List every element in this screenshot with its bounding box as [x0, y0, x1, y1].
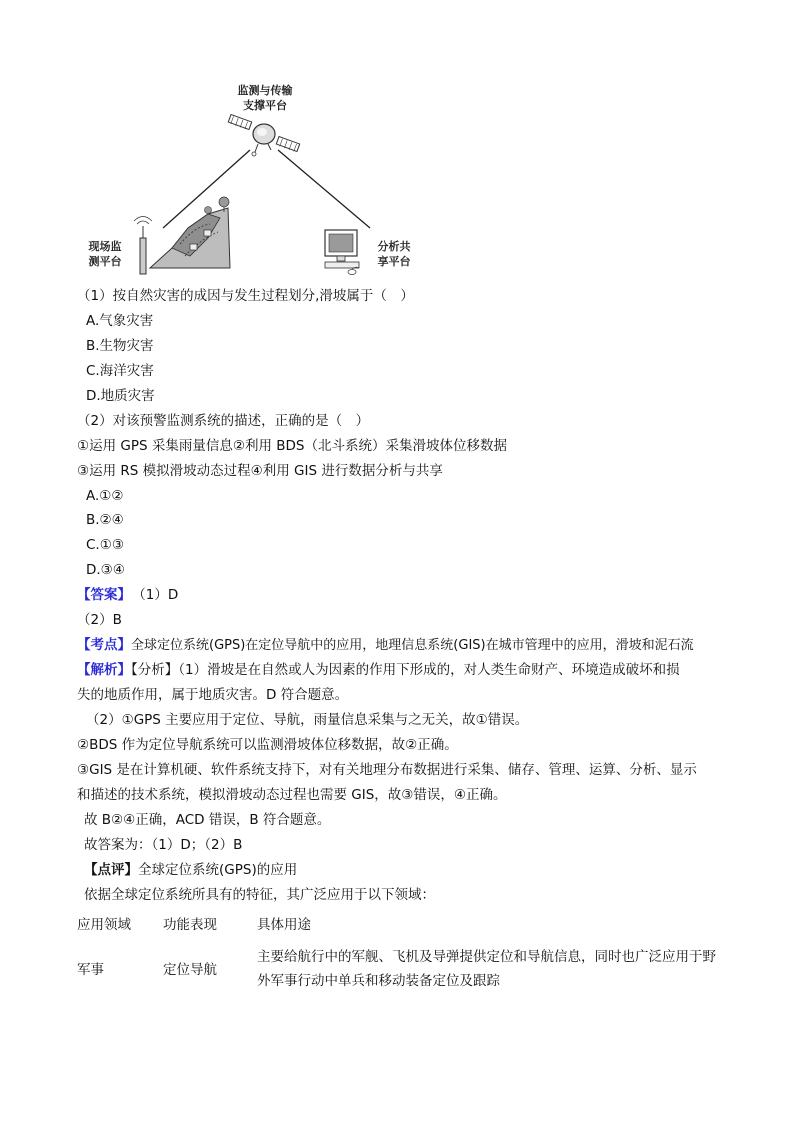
- table-cell-field: 军事: [77, 962, 104, 978]
- answer-text-1: （1）D: [139, 587, 179, 603]
- label-line: 测平台: [88, 255, 122, 268]
- jiexi-line-3: （2）①GPS 主要应用于定位、导航，雨量信息采集与之无关，故①错误。: [86, 712, 529, 728]
- table-header-row: [77, 913, 727, 941]
- dianping-tag: 【点评】: [84, 862, 138, 878]
- q2-option-d: D.③④: [86, 562, 125, 578]
- landslide-monitoring-diagram: [80, 78, 440, 278]
- q1-option-b: B.生物灾害: [86, 338, 154, 354]
- table-header-function: 功能表现: [163, 917, 217, 933]
- jiexi-line-5: ③GIS 是在计算机硬、软件系统支持下，对有关地理分布数据进行采集、储存、管理、运算、分析、显示: [77, 762, 697, 778]
- table-header-usage: 具体用途: [257, 917, 311, 933]
- label-line: 现场监: [88, 240, 122, 253]
- dianping-title: 全球定位系统(GPS)的应用: [138, 862, 298, 878]
- dianping-intro: 依据全球定位系统所具有的特征，其广泛应用于以下领域：: [84, 887, 435, 903]
- share-platform-label: [372, 239, 416, 269]
- satellite-platform-label: [225, 83, 305, 113]
- dianping-line: [84, 860, 297, 880]
- jiexi-text-1: （1）滑坡是在自然或人为因素的作用下形成的，对人类生命财产、环境造成破坏和损: [178, 662, 680, 678]
- q1-option-a: A.气象灾害: [86, 313, 154, 329]
- answer-line-1: [77, 585, 178, 605]
- kaodian-line: [77, 635, 694, 656]
- q2-statement-1: ①运用 GPS 采集雨量信息②利用 BDS（北斗系统）采集滑坡体位移数据: [77, 438, 507, 454]
- q1-stem: （1）按自然灾害的成因与发生过程划分,滑坡属于（ ）: [77, 288, 414, 304]
- q2-option-c: C.①③: [86, 537, 124, 553]
- label-line: 监测与传输: [237, 84, 293, 97]
- kaodian-tag: 【考点】: [77, 637, 131, 653]
- label-line: 享平台: [377, 255, 411, 268]
- q1-option-c: C.海洋灾害: [86, 363, 154, 379]
- label-line: 支撑平台: [243, 99, 287, 112]
- jiexi-line-8: 故答案为：（1）D；（2）B: [84, 837, 243, 853]
- landslide-hill-icon: [150, 197, 230, 268]
- computer-icon: [325, 230, 359, 275]
- q1-option-d: D.地质灾害: [86, 388, 155, 404]
- fenxi-tag: 【分析】: [131, 662, 179, 678]
- q2-option-b: B.②④: [86, 512, 124, 528]
- label-line: 分析共: [377, 240, 411, 253]
- link-line-right: [278, 150, 370, 228]
- q2-option-a: A.①②: [86, 488, 124, 504]
- kaodian-text: 全球定位系统(GPS)在定位导航中的应用，地理信息系统(GIS)在城市管理中的应用，滑坡和泥石流: [131, 638, 694, 653]
- answer-line-2: （2）B: [77, 612, 122, 628]
- q2-statement-2: ③运用 RS 模拟滑坡动态过程④利用 GIS 进行数据分析与共享: [77, 463, 443, 479]
- jiexi-tag: 【解析】: [77, 662, 131, 678]
- table-cell-usage: 主要给航行中的军舰、飞机及导弹提供定位和导航信息，同时也广泛应用于野外军事行动中单兵和移动装备定位及跟踪: [257, 949, 716, 989]
- jiexi-line-1: [77, 660, 680, 680]
- monitoring-tower-icon: [134, 217, 152, 275]
- answer-tag: 【答案】: [77, 587, 131, 603]
- jiexi-line-6: 和描述的技术系统，模拟滑坡动态过程也需要 GIS，故③错误，④正确。: [77, 787, 507, 803]
- application-table: [77, 913, 727, 1005]
- satellite-icon: [228, 114, 299, 156]
- table-row: [77, 945, 727, 1005]
- table-cell-function: 定位导航: [163, 962, 217, 978]
- jiexi-line-7: 故 B②④正确，ACD 错误，B 符合题意。: [84, 812, 331, 828]
- table-header-field: 应用领域: [77, 917, 131, 933]
- q2-stem: （2）对该预警监测系统的描述，正确的是（ ）: [77, 413, 370, 429]
- site-platform-label: [83, 239, 127, 269]
- jiexi-line-2: 失的地质作用，属于地质灾害。D 符合题意。: [77, 687, 349, 703]
- jiexi-line-4: ②BDS 作为定位导航系统可以监测滑坡体位移数据，故②正确。: [77, 737, 458, 753]
